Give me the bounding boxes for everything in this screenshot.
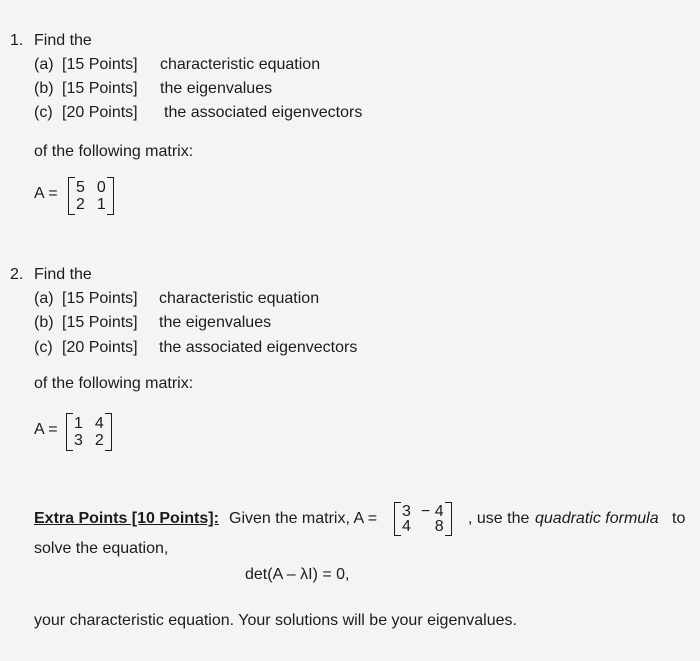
- problem-2-part-b-text: the eigenvalues: [159, 314, 272, 331]
- extra-emphasis: quadratic formula: [535, 510, 659, 527]
- problem-1-part-c-points: [20 Points]: [62, 104, 138, 121]
- matrix-cell: 1: [74, 415, 83, 432]
- problem-1-part-b-points: [15 Points]: [62, 80, 138, 97]
- problem-1-part-a-points: [15 Points]: [62, 56, 138, 73]
- matrix-cell: 5: [76, 179, 85, 196]
- matrix-left-bracket: [68, 177, 75, 215]
- problem-2-part-a-label: (a): [34, 290, 54, 307]
- extra-line-2: solve the equation,: [34, 540, 169, 557]
- extra-intro: Given the matrix, A =: [229, 510, 378, 527]
- problem-1-followup: of the following matrix:: [34, 143, 194, 160]
- matrix-right-bracket: [105, 413, 112, 451]
- problem-2-part-c-label: (c): [34, 339, 53, 356]
- matrix-right-bracket: [445, 502, 452, 536]
- problem-1-part-a-label: (a): [34, 56, 54, 73]
- problem-2-matrix-name: A =: [34, 421, 58, 438]
- problem-2-prompt: Find the: [34, 266, 92, 283]
- problem-2-part-b-points: [15 Points]: [62, 314, 138, 331]
- matrix-cell: 0: [96, 179, 106, 196]
- problem-2-matrix: [66, 413, 112, 451]
- problem-2-number: 2.: [10, 266, 24, 283]
- matrix-cell: 1: [96, 196, 106, 213]
- problem-1-matrix: [68, 177, 114, 215]
- problem-1-matrix-name: A =: [34, 185, 58, 202]
- matrix-cell: 4: [402, 518, 411, 535]
- matrix-right-bracket: [107, 177, 114, 215]
- problem-1-number: 1.: [10, 32, 24, 49]
- extra-conclusion: your characteristic equation. Your solutions will be your eigenvalues.: [34, 612, 517, 629]
- extra-equation: det(A – λI) = 0,: [245, 566, 350, 583]
- problem-1-part-c-text: the associated eigenvectors: [164, 104, 363, 121]
- problem-2-part-a-text: characteristic equation: [159, 290, 320, 307]
- matrix-cell: 2: [76, 196, 85, 213]
- matrix-cell: − 4: [420, 503, 444, 520]
- matrix-cell: 2: [94, 432, 104, 449]
- extra-matrix: [394, 502, 452, 536]
- problem-1-part-b-label: (b): [34, 80, 54, 97]
- extra-points-heading: Extra Points [10 Points]:: [34, 510, 219, 527]
- matrix-cell: 8: [434, 518, 444, 535]
- problem-2-followup: of the following matrix:: [34, 375, 194, 392]
- extra-after-emphasis: to: [672, 510, 686, 527]
- matrix-left-bracket: [66, 413, 73, 451]
- extra-after-matrix: , use the: [468, 510, 530, 527]
- problem-2-part-b-label: (b): [34, 314, 54, 331]
- problem-1-part-c-label: (c): [34, 104, 53, 121]
- matrix-cell: 3: [74, 432, 83, 449]
- problem-1-part-a-text: characteristic equation: [160, 56, 321, 73]
- matrix-cell: 3: [402, 503, 411, 520]
- matrix-left-bracket: [394, 502, 401, 536]
- problem-2-part-c-text: the associated eigenvectors: [159, 339, 358, 356]
- matrix-cell: 4: [94, 415, 104, 432]
- problem-1-prompt: Find the: [34, 32, 92, 49]
- problem-2-part-c-points: [20 Points]: [62, 339, 138, 356]
- problem-1-part-b-text: the eigenvalues: [160, 80, 273, 97]
- problem-2-part-a-points: [15 Points]: [62, 290, 138, 307]
